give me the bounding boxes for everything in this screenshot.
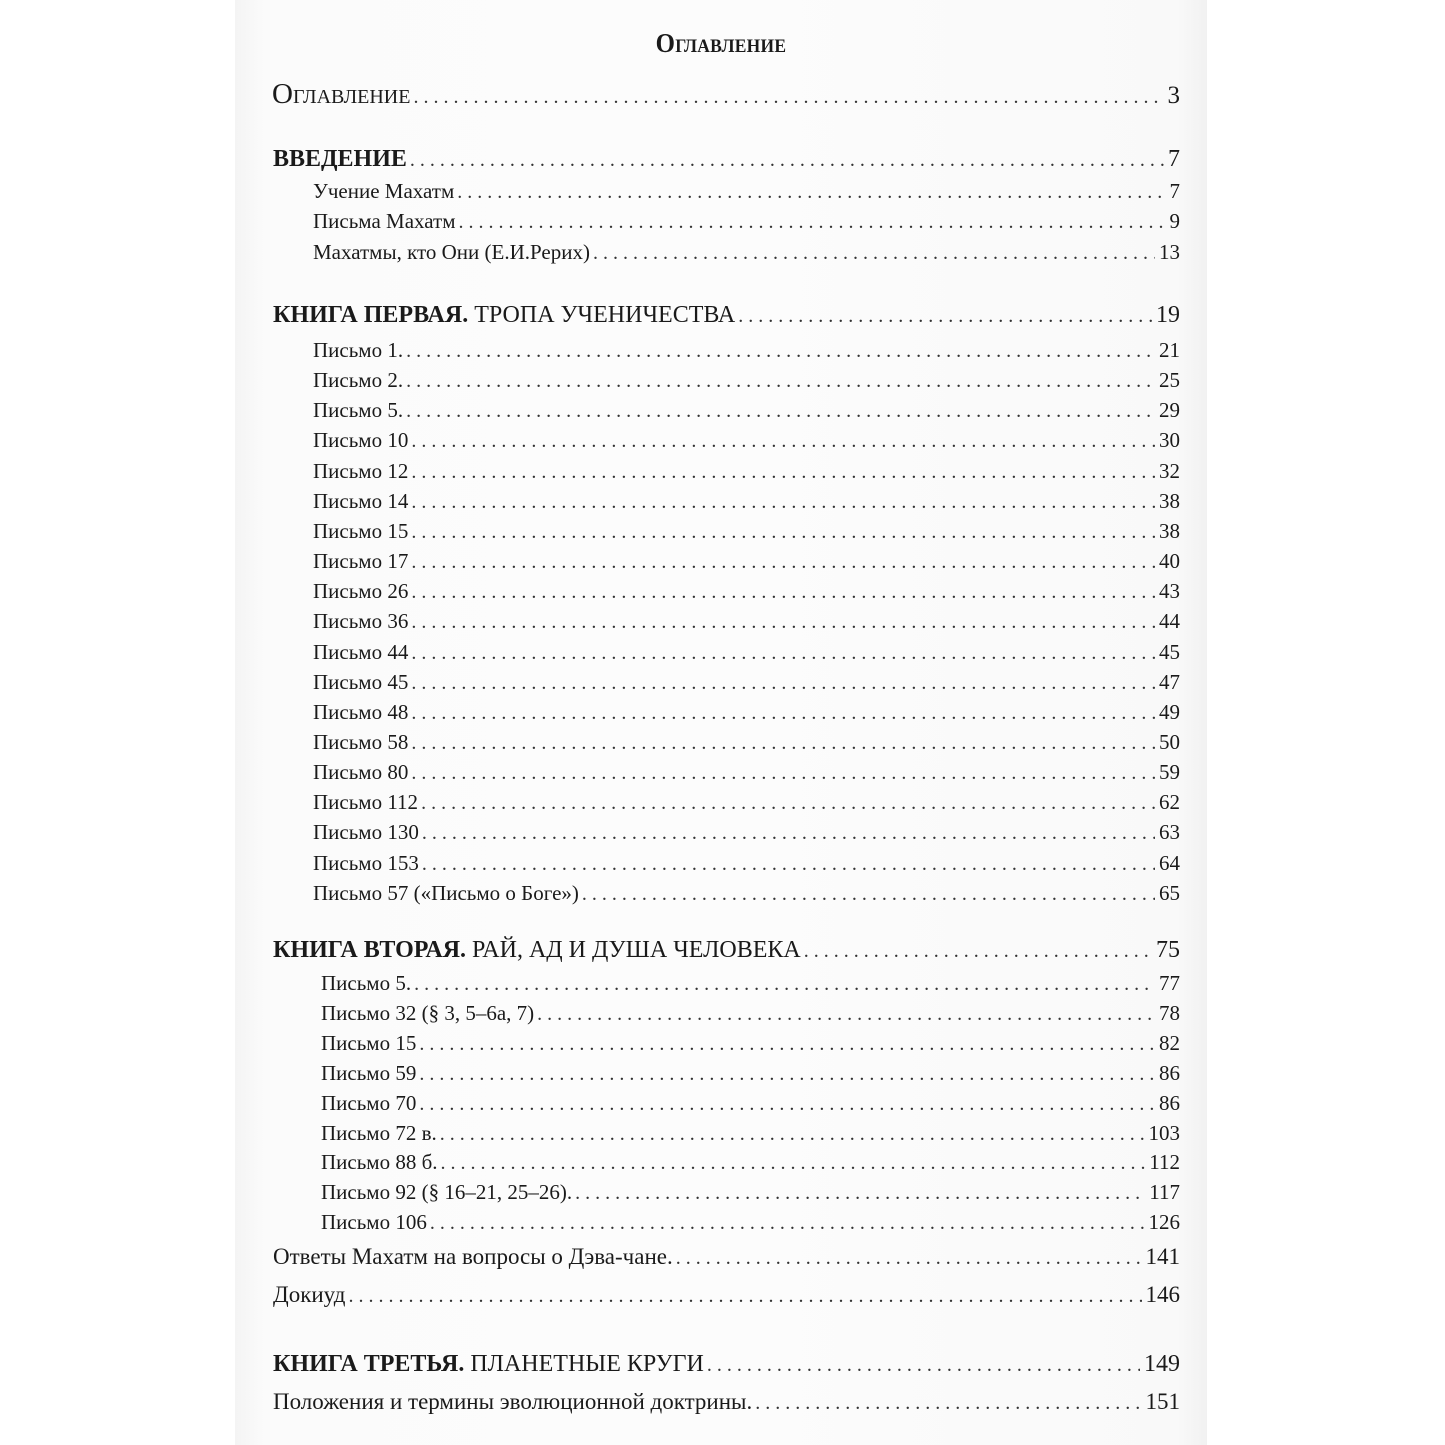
toc-page-number: 45 <box>1159 639 1180 664</box>
dot-leader <box>707 1354 1140 1377</box>
dot-leader <box>421 792 1155 815</box>
toc-entry-book3[interactable] <box>273 1351 1180 1378</box>
toc-entry[interactable] <box>313 398 1180 423</box>
dot-leader <box>458 211 1165 234</box>
toc-entry-label: Докиуд <box>273 1282 346 1307</box>
toc-entry-intro[interactable] <box>273 146 1180 173</box>
dot-leader <box>411 430 1155 453</box>
toc-page-number: 38 <box>1159 488 1180 513</box>
toc-entry[interactable] <box>313 790 1180 815</box>
toc-page-number: 62 <box>1159 790 1180 815</box>
toc-page-number: 32 <box>1159 458 1180 483</box>
toc-entry[interactable] <box>313 519 1180 544</box>
toc-entry-label: Письмо 58 <box>313 729 409 754</box>
toc-entry-label <box>273 146 407 173</box>
toc-entry-label: Письмо 5. <box>321 971 412 995</box>
dot-leader <box>593 242 1155 265</box>
toc-entry[interactable] <box>273 1244 1180 1270</box>
toc-entry-label: Письмо 59 <box>321 1060 417 1085</box>
book-title: ТРОПА УЧЕНИЧЕСТВА <box>468 302 736 328</box>
toc-page-number: 43 <box>1159 579 1180 604</box>
toc-entry-label: Оглавление <box>272 78 411 110</box>
toc-page-number: 86 <box>1159 1090 1180 1115</box>
toc-page-number: 29 <box>1159 398 1180 423</box>
toc-entry-label: Письмо 57 («Письмо о Боге») <box>313 880 579 905</box>
toc-entry-label: Учение Махатм <box>313 179 455 203</box>
dot-leader <box>419 1033 1155 1056</box>
dot-leader <box>419 1063 1155 1086</box>
toc-entry[interactable] <box>313 428 1180 453</box>
toc-entry-label: Письмо 15 <box>313 518 409 543</box>
dot-leader <box>406 370 1155 393</box>
toc-entry-label: Письмо 10 <box>313 428 409 453</box>
toc-entry-label: Письмо 80 <box>313 760 409 785</box>
book-number: КНИГА ТРЕТЬЯ. <box>273 1351 465 1377</box>
toc-page-number: 151 <box>1145 1389 1180 1414</box>
toc-page-number: 19 <box>1156 302 1180 328</box>
toc-page-number: 126 <box>1148 1210 1180 1235</box>
dot-leader <box>411 611 1155 634</box>
dot-leader <box>411 732 1155 755</box>
dot-leader <box>348 1285 1141 1308</box>
toc-entry[interactable] <box>321 1180 1180 1205</box>
toc-entry-label: Письмо 44 <box>313 639 409 664</box>
book-number: КНИГА ПЕРВАЯ. <box>273 302 469 328</box>
toc-entry-label: Письмо 15 <box>321 1030 417 1055</box>
toc-entry[interactable] <box>313 549 1180 574</box>
toc-entry[interactable] <box>313 851 1180 876</box>
toc-entry-label: Письмо 112 <box>313 790 419 815</box>
toc-entry[interactable] <box>313 820 1180 845</box>
toc-entry[interactable] <box>321 1121 1180 1146</box>
toc-page-number: 3 <box>1167 82 1180 109</box>
toc-entry-label: Письмо 106 <box>321 1210 427 1235</box>
toc-page-number: 13 <box>1159 240 1180 264</box>
book-page <box>235 0 1207 1445</box>
toc-entry[interactable] <box>321 1001 1180 1026</box>
toc-entry[interactable] <box>313 730 1180 755</box>
toc-entry-label: Письмо 14 <box>313 488 409 513</box>
toc-entry[interactable] <box>313 338 1180 363</box>
dot-leader <box>406 340 1155 363</box>
toc-entry[interactable] <box>313 640 1180 665</box>
toc-page-number: 40 <box>1159 549 1180 574</box>
toc-entry-label: Письмо 88 б. <box>321 1150 438 1175</box>
toc-page-number: 7 <box>1168 146 1180 172</box>
toc-page-number: 77 <box>1159 971 1180 995</box>
toc-entry[interactable] <box>313 609 1180 634</box>
dot-leader <box>411 491 1155 514</box>
toc-entry-book1[interactable] <box>273 302 1180 329</box>
toc-entry-label: Письмо 36 <box>313 609 409 634</box>
toc-page-number: 149 <box>1144 1351 1180 1377</box>
toc-entry[interactable] <box>313 881 1180 906</box>
toc-entry-label: Махатмы, кто Они (Е.И.Рерих) <box>313 240 590 264</box>
toc-entry[interactable] <box>321 971 1180 996</box>
toc-entry-contents[interactable] <box>272 78 1180 111</box>
toc-entry[interactable] <box>313 368 1180 393</box>
toc-entry[interactable] <box>313 179 1180 204</box>
toc-entry[interactable] <box>313 670 1180 695</box>
dot-leader <box>676 1247 1142 1270</box>
toc-entry[interactable] <box>313 489 1180 514</box>
book-number: КНИГА ВТОРАЯ. <box>273 937 467 963</box>
toc-entry-label: Ответы Махатм на вопросы о Дэва-чане. <box>273 1244 673 1269</box>
toc-entry[interactable] <box>321 1061 1180 1086</box>
dot-leader <box>411 461 1155 484</box>
toc-page-number: 112 <box>1149 1150 1180 1175</box>
toc-page-number: 50 <box>1159 729 1180 754</box>
page-title: Оглавление <box>655 28 787 58</box>
toc-page-number: 65 <box>1159 880 1180 905</box>
toc-entry-label: Письмо 32 (§ 3, 5–6а, 7) <box>321 1000 535 1025</box>
toc-page-number: 7 <box>1169 179 1180 203</box>
dot-leader <box>413 86 1163 109</box>
toc-entry[interactable] <box>313 579 1180 604</box>
toc-entry-label <box>273 1351 704 1378</box>
toc-entry[interactable] <box>313 760 1180 785</box>
toc-entry-label: Письмо 17 <box>313 549 409 574</box>
dot-leader <box>406 400 1155 423</box>
toc-page-number: 141 <box>1145 1244 1180 1269</box>
toc-entry-label: Письмо 48 <box>313 699 409 724</box>
toc-entry[interactable] <box>321 1150 1180 1175</box>
dot-leader <box>419 1093 1155 1116</box>
toc-entry-label: Письмо 12 <box>313 458 409 483</box>
toc-entry-label: Письмо 70 <box>321 1090 417 1115</box>
toc-entry[interactable] <box>273 1389 1180 1415</box>
toc-page-number: 75 <box>1156 937 1180 963</box>
toc-page-number: 44 <box>1159 609 1180 634</box>
toc-entry-label <box>273 302 735 329</box>
dot-leader <box>804 940 1152 963</box>
toc-page-number: 49 <box>1159 699 1180 724</box>
section-heading: ВВЕДЕНИЕ <box>273 146 407 172</box>
toc-entry-label: Письмо 45 <box>313 669 409 694</box>
toc-entry-label: Письмо 130 <box>313 820 419 845</box>
toc-page-number: 117 <box>1149 1180 1180 1205</box>
toc-page-number: 9 <box>1169 209 1180 233</box>
dot-leader <box>411 762 1155 785</box>
toc-page-number: 103 <box>1148 1120 1180 1145</box>
dot-leader <box>457 181 1165 204</box>
toc-entry-book2[interactable] <box>273 937 1180 964</box>
toc-entry[interactable] <box>313 459 1180 484</box>
dot-leader <box>422 822 1155 845</box>
toc-page-number: 38 <box>1159 518 1180 543</box>
dot-leader <box>537 1003 1155 1026</box>
book-title: ПЛАНЕТНЫЕ КРУГИ <box>464 1351 704 1377</box>
dot-leader <box>441 1152 1146 1175</box>
dot-leader <box>411 521 1155 544</box>
dot-leader <box>411 642 1155 665</box>
toc-page-number: 47 <box>1159 669 1180 694</box>
toc-entry[interactable] <box>321 1031 1180 1056</box>
toc-entry[interactable] <box>321 1210 1180 1235</box>
toc-page-number: 86 <box>1159 1060 1180 1085</box>
toc-page-number: 82 <box>1159 1030 1180 1055</box>
dot-leader <box>430 1212 1145 1235</box>
dot-leader <box>411 702 1155 725</box>
dot-leader <box>411 672 1155 695</box>
dot-leader <box>411 581 1155 604</box>
toc-entry[interactable] <box>273 1282 1180 1308</box>
toc-entry-label <box>273 937 801 964</box>
toc-page-number: 25 <box>1159 368 1180 393</box>
toc-entry-label: Письмо 5. <box>313 398 404 423</box>
book-title: РАЙ, АД И ДУША ЧЕЛОВЕКА <box>466 937 801 963</box>
toc-entry[interactable] <box>313 209 1180 234</box>
dot-leader <box>582 883 1155 906</box>
dot-leader <box>440 1123 1145 1146</box>
toc-entry-label: Письмо 26 <box>313 579 409 604</box>
toc-page-number: 64 <box>1159 850 1180 875</box>
toc-entry-label: Письмо 72 в. <box>321 1120 437 1145</box>
toc-page-number: 30 <box>1159 428 1180 453</box>
dot-leader <box>755 1392 1141 1415</box>
toc-entry[interactable] <box>313 700 1180 725</box>
dot-leader <box>738 305 1152 328</box>
toc-page-number: 21 <box>1159 338 1180 362</box>
dot-leader <box>411 551 1155 574</box>
dot-leader <box>414 973 1155 996</box>
toc-entry[interactable] <box>321 1091 1180 1116</box>
toc-entry-label: Письмо 1. <box>313 338 404 362</box>
toc-entry-label: Письмо 2. <box>313 368 404 393</box>
toc-page-number: 78 <box>1159 1000 1180 1025</box>
toc-entry-label: Письмо 153 <box>313 850 419 875</box>
toc-page-number: 59 <box>1159 760 1180 785</box>
dot-leader <box>575 1182 1145 1205</box>
dot-leader <box>410 149 1164 172</box>
toc-entry[interactable] <box>313 240 1180 265</box>
toc-page-number: 63 <box>1159 820 1180 845</box>
toc-page-number: 146 <box>1145 1282 1180 1307</box>
toc-entry-label: Положения и термины эволюционной доктрины. <box>273 1389 753 1414</box>
toc-entry-label: Письма Махатм <box>313 209 456 233</box>
toc-entry-label: Письмо 92 (§ 16–21, 25–26). <box>321 1180 573 1205</box>
dot-leader <box>422 853 1155 876</box>
